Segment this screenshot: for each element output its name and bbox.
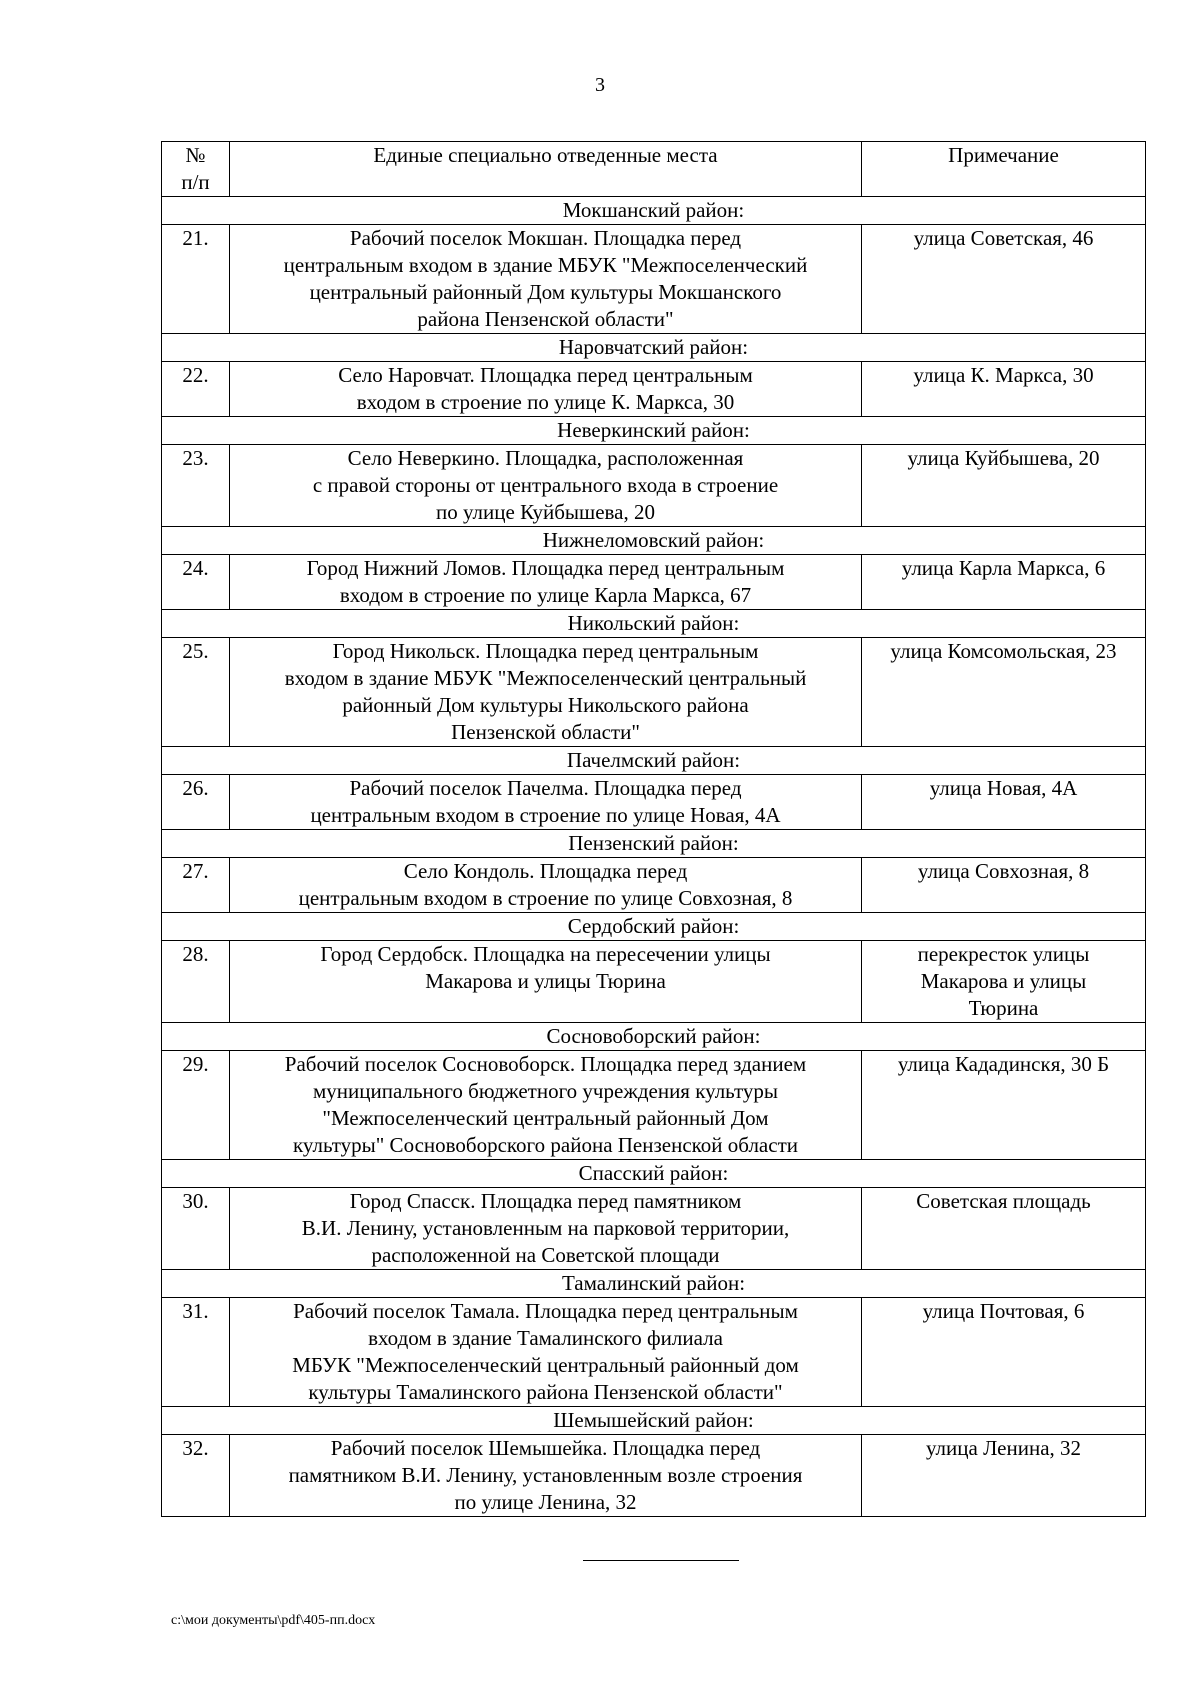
district-name: Неверкинский район: (162, 417, 1146, 445)
page-number: 3 (595, 74, 605, 96)
district-name: Пензенский район: (162, 830, 1146, 858)
district-name: Шемышейский район: (162, 1407, 1146, 1435)
row-number: 24. (162, 555, 230, 610)
district-row (162, 610, 1146, 638)
row-place: Город Нижний Ломов. Площадка перед центральным входом в строение по улице Карла Маркса, 67 (230, 555, 862, 610)
row-place: Село Неверкино. Площадка, расположенная с правой стороны от центрального входа в строение по улице Куйбышева, 20 (230, 445, 862, 527)
row-number: 27. (162, 858, 230, 913)
district-row (162, 830, 1146, 858)
row-note: улица Новая, 4А (862, 775, 1146, 830)
district-row (162, 747, 1146, 775)
district-name: Сердобский район: (162, 913, 1146, 941)
district-name: Пачелмский район: (162, 747, 1146, 775)
row-note: Советская площадь (862, 1188, 1146, 1270)
district-row (162, 334, 1146, 362)
row-place: Рабочий поселок Мокшан. Площадка перед центральным входом в здание МБУК "Межпоселенческий центральный районный Дом культуры Мокшанского района Пензенской области" (230, 225, 862, 334)
table-body (162, 197, 1146, 1517)
row-note: улица Комсомольская, 23 (862, 638, 1146, 747)
district-name: Мокшанский район: (162, 197, 1146, 225)
row-number: 25. (162, 638, 230, 747)
places-table (161, 141, 1146, 1517)
row-place: Город Никольск. Площадка перед центральным входом в здание МБУК "Межпоселенческий центральный районный Дом культуры Никольского района Пензенской области" (230, 638, 862, 747)
row-note: улица Ленина, 32 (862, 1435, 1146, 1517)
district-row (162, 1270, 1146, 1298)
row-number: 23. (162, 445, 230, 527)
row-number: 29. (162, 1051, 230, 1160)
row-place: Город Спасск. Площадка перед памятником В.И. Ленину, установленным на парковой территории, расположенной на Советской площади (230, 1188, 862, 1270)
district-name: Никольский район: (162, 610, 1146, 638)
row-place: Рабочий поселок Тамала. Площадка перед центральным входом в здание Тамалинского филиала МБУК "Межпоселенческий центральный районный дом культуры Тамалинского района Пензенской области" (230, 1298, 862, 1407)
district-row (162, 1407, 1146, 1435)
row-note: улица Совхозная, 8 (862, 858, 1146, 913)
file-path: c:\мои документы\pdf\405-пп.docx (171, 1613, 376, 1628)
row-place: Рабочий поселок Сосновоборск. Площадка перед зданием муниципального бюджетного учреждения культуры "Межпоселенческий центральный районный Дом культуры" Сосновоборского района Пензенской области (230, 1051, 862, 1160)
row-note: улица Почтовая, 6 (862, 1298, 1146, 1407)
table-row (162, 1188, 1146, 1270)
district-row (162, 1160, 1146, 1188)
row-note: улица Карла Маркса, 6 (862, 555, 1146, 610)
row-note: улица Куйбышева, 20 (862, 445, 1146, 527)
row-note: улица Кададинскя, 30 Б (862, 1051, 1146, 1160)
header-place: Единые специально отведенные места (230, 142, 862, 197)
row-place: Город Сердобск. Площадка на пересечении улицы Макарова и улицы Тюрина (230, 941, 862, 1023)
row-number: 22. (162, 362, 230, 417)
table-row (162, 858, 1146, 913)
district-name: Тамалинский район: (162, 1270, 1146, 1298)
district-row (162, 1023, 1146, 1051)
table-row (162, 555, 1146, 610)
row-number: 31. (162, 1298, 230, 1407)
row-number: 21. (162, 225, 230, 334)
district-row (162, 417, 1146, 445)
district-name: Нижнеломовский район: (162, 527, 1146, 555)
row-note: перекресток улицы Макарова и улицы Тюрина (862, 941, 1146, 1023)
table-row (162, 1298, 1146, 1407)
row-number: 28. (162, 941, 230, 1023)
district-name: Сосновоборский район: (162, 1023, 1146, 1051)
district-row (162, 197, 1146, 225)
header-note: Примечание (862, 142, 1146, 197)
table-row (162, 1051, 1146, 1160)
table-row (162, 775, 1146, 830)
row-number: 26. (162, 775, 230, 830)
table-row (162, 225, 1146, 334)
row-note: улица К. Маркса, 30 (862, 362, 1146, 417)
table-row (162, 1435, 1146, 1517)
table-row (162, 362, 1146, 417)
row-number: 30. (162, 1188, 230, 1270)
district-row (162, 527, 1146, 555)
row-number: 32. (162, 1435, 230, 1517)
row-place: Село Наровчат. Площадка перед центральным входом в строение по улице К. Маркса, 30 (230, 362, 862, 417)
table-header-row (162, 142, 1146, 197)
district-row (162, 913, 1146, 941)
row-place: Село Кондоль. Площадка перед центральным входом в строение по улице Совхозная, 8 (230, 858, 862, 913)
table-row (162, 445, 1146, 527)
row-note: улица Советская, 46 (862, 225, 1146, 334)
end-divider (583, 1560, 739, 1561)
header-num: № п/п (162, 142, 230, 197)
row-place: Рабочий поселок Шемышейка. Площадка перед памятником В.И. Ленину, установленным возле строения по улице Ленина, 32 (230, 1435, 862, 1517)
row-place: Рабочий поселок Пачелма. Площадка перед центральным входом в строение по улице Новая, 4А (230, 775, 862, 830)
table-row (162, 638, 1146, 747)
table-row (162, 941, 1146, 1023)
district-name: Наровчатский район: (162, 334, 1146, 362)
district-name: Спасский район: (162, 1160, 1146, 1188)
